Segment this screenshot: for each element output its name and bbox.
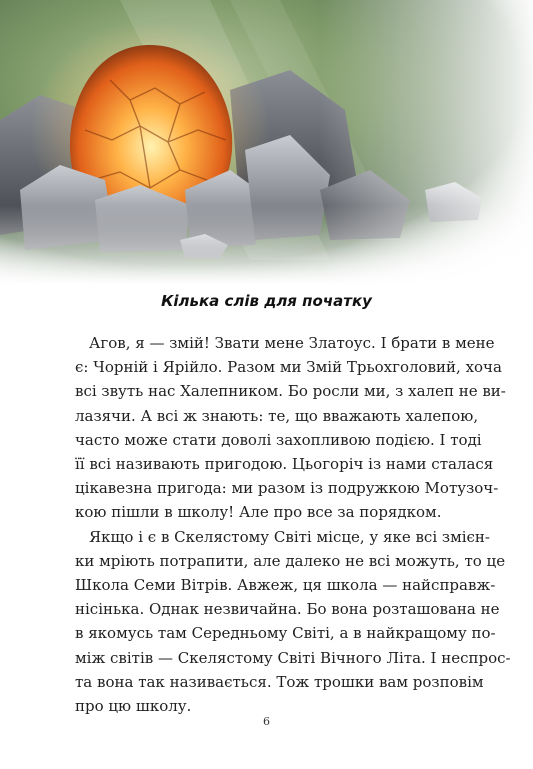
text-line: та вона так називається. Тож трошки вам розповім (75, 672, 484, 691)
text-line: цікавезна пригода: ми разом із подружкою Мотузоч- (75, 479, 499, 498)
paragraph (75, 525, 511, 719)
text-line: нісінька. Однак незвичайна. Бо вона розташована не (75, 600, 500, 619)
text-line: лазячи. А всі ж знають: те, що вважають халепою, (75, 406, 479, 425)
text-line: Школа Семи Вітрів. Авжеж, ця школа — найсправж- (75, 576, 496, 595)
text-line: є: Чорній і Ярійло. Разом ми Змій Трьохголовий, хоча (75, 358, 502, 377)
text-line: часто може стати доволі захопливою подією. І тоді (75, 430, 482, 449)
text-line: всі звуть нас Халепником. Бо росли ми, з халеп не ви- (75, 382, 506, 401)
page-number: 6 (263, 715, 270, 728)
text-line: ки мріють потрапити, але далеко не всі можуть, то це (75, 551, 506, 570)
chapter-illustration (0, 0, 533, 285)
chapter-body (75, 331, 511, 718)
chapter-heading: Кілька слів для початку (161, 292, 372, 310)
text-line: її всі називають пригодою. Цьогоріч із нами сталася (75, 455, 494, 474)
paragraph (75, 331, 506, 525)
text-line: між світів — Скелястому Світі Вічного Літа. І неспрос- (75, 648, 511, 667)
text-line: про цю школу. (75, 697, 192, 716)
text-line: Якщо і є в Скелястому Світі місце, у яке всі змієн- (89, 527, 491, 546)
text-line: кою пішли в школу! Але про все за порядком. (75, 503, 442, 522)
dragon-egg-illustration (0, 0, 533, 285)
text-line: в якомусь там Середньому Світі, а в найкращому по- (75, 624, 496, 643)
text-line: Агов, я — змій! Звати мене Златоус. І брати в мене (89, 334, 495, 352)
